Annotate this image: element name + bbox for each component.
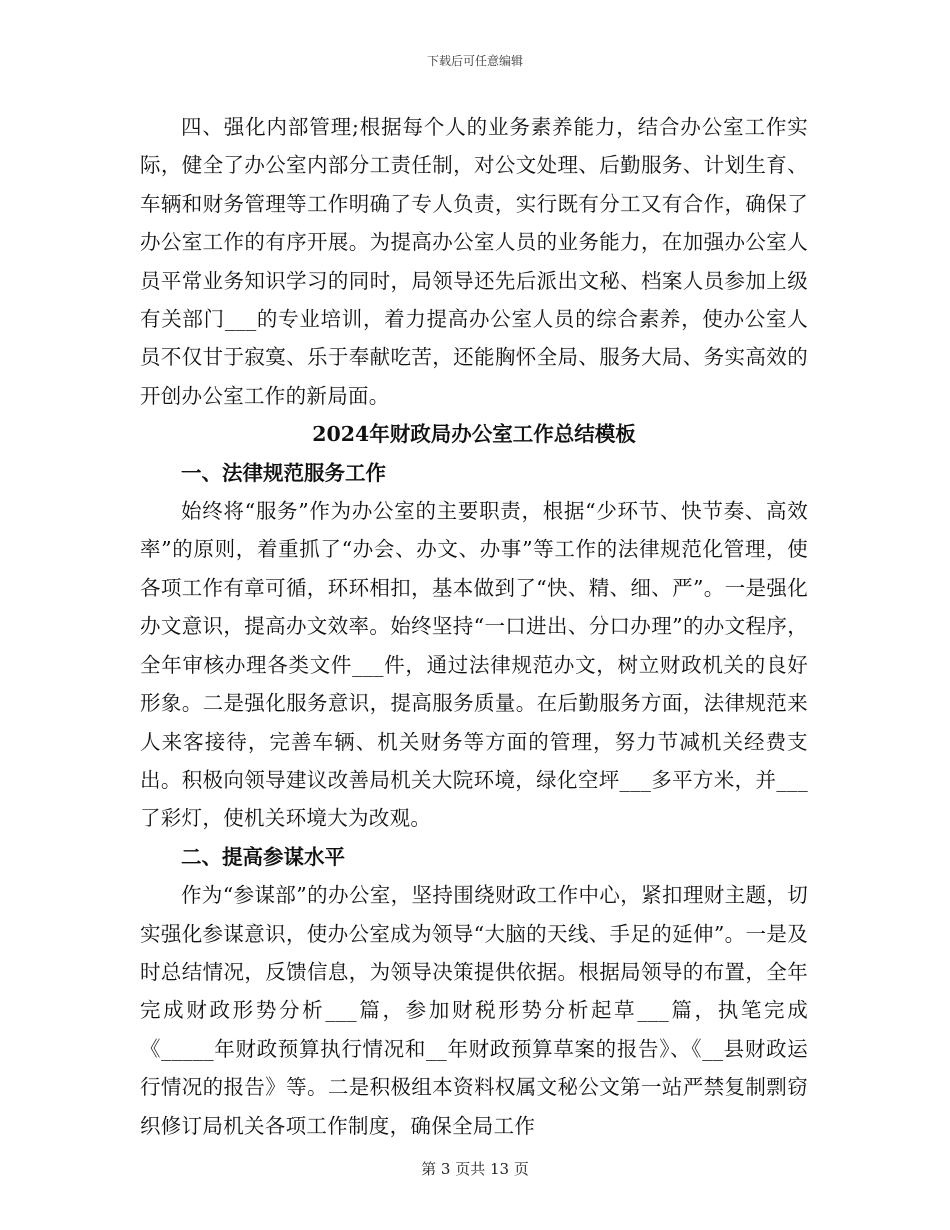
header-note: 下载后可任意编辑 [426, 54, 523, 68]
section-2-paragraph: 作为“参谋部”的办公室，坚持围绕财政工作中心，紧扣理财主题，切实强化参谋意识，使办公室成为领导“大脑的天线、手足的延伸”。一是及时总结情况，反馈信息，为领导决策提供依据。根据局领导的布置，全年完成财政形势分析___篇，参加财税形势分析起草___篇，执笔完成《_____年财政预算执行情况和__年财政预算草案的报告》、《__县财政运行情况的报告》等。二是积极组本资料权属文秘公文第一站严禁复制剽窃织修订局机关各项工作制度，确保全局工作 [140, 883, 808, 1138]
section-2-heading: 二、提高参谋水平 [181, 844, 345, 869]
document-title: 2024年财政局办公室工作总结模板 [312, 422, 636, 447]
section-1-paragraph: 始终将“服务”作为办公室的主要职责，根据“少环节、快节奏、高效率”的原则，着重抓了“办会、办文、办事”等工作的法律规范化管理，使各项工作有章可循，环环相扣，基本做到了“快、精、细、严”。一是强化办文意识，提高办文效率。始终坚持“一口进出、分口办理”的办文程序，全年审核办理各类文件___件，通过法律规范办文，树立财政机关的良好形象。二是强化服务意识，提高服务质量。在后勤服务方面，法律规范来人来客接待，完善车辆、机关财务等方面的管理，努力节减机关经费支出。积极向领导建议改善局机关大院环境，绿化空坪___多平方米，并___了彩灯，使机关环境大为改观。 [140, 499, 808, 831]
section-1-heading: 一、法律规范服务工作 [181, 460, 386, 485]
page-number: 第 3 页共 13 页 [421, 1160, 529, 1178]
document-body [140, 108, 808, 1145]
intro-paragraph: 四、强化内部管理;根据每个人的业务素养能力，结合办公室工作实际，健全了办公室内部分工责任制，对公文处理、后勤服务、计划生育、车辆和财务管理等工作明确了专人负责，实行既有分工又有合作，确保了办公室工作的有序开展。为提高办公室人员的业务能力，在加强办公室人员平常业务知识学习的同时，局领导还先后派出文秘、档案人员参加上级有关部门___的专业培训，着力提高办公室人员的综合素养，使办公室人员不仅甘于寂寞、乐于奉献吃苦，还能胸怀全局、服务大局、务实高效的开创办公室工作的新局面。 [140, 115, 808, 408]
